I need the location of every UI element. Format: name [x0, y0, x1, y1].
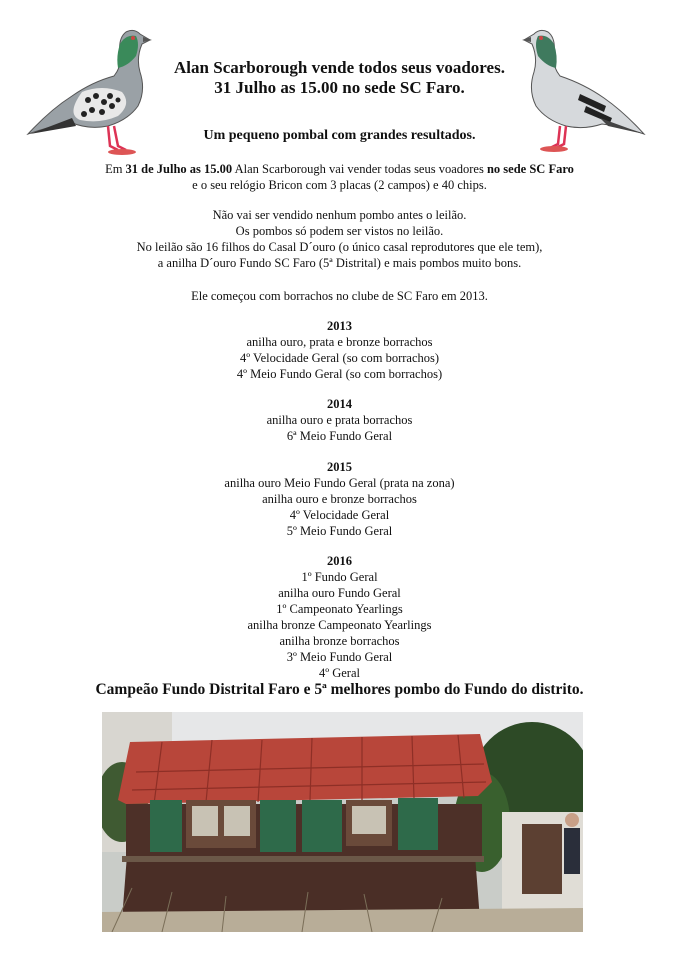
- year-heading: 2014: [327, 397, 352, 411]
- result-item: 5º Meio Fundo Geral: [286, 524, 393, 538]
- closing-statement: Campeão Fundo Distrital Faro e 5ª melhores pombo do Fundo do distrito.: [95, 681, 584, 698]
- results-2015: [0, 459, 679, 539]
- intro-middle: Alan Scarborough vai vender todas seus voadores: [232, 162, 487, 176]
- year-heading: 2016: [327, 554, 352, 568]
- result-item: 4º Velocidade Geral (so com borrachos): [239, 351, 440, 365]
- result-item: 1º Campeonato Yearlings: [276, 602, 403, 616]
- page-title: [0, 58, 679, 98]
- result-item: anilha bronze borrachos: [279, 634, 400, 648]
- note-line: Os pombos só podem ser vistos no leilão.: [235, 224, 444, 238]
- title-line-1: Alan Scarborough vende todos seus voadores.: [174, 58, 505, 77]
- result-item: 3º Meio Fundo Geral: [286, 650, 393, 664]
- result-item: anilha ouro e bronze borrachos: [262, 492, 417, 506]
- year-heading: 2015: [327, 460, 352, 474]
- results-2016: [0, 553, 679, 681]
- pigeon-loft-photo: [102, 712, 583, 932]
- intro-line-2: e o seu relógio Bricon com 3 placas (2 campos) e 40 chips.: [192, 178, 487, 192]
- intro-prefix: Em: [105, 162, 126, 176]
- results-2013: [0, 318, 679, 382]
- title-line-2: 31 Julho as 15.00 no sede SC Faro.: [214, 78, 465, 97]
- result-item: anilha ouro Meio Fundo Geral (prata na zona): [224, 476, 455, 490]
- note-line: No leilão são 16 filhos do Casal D´ouro (o único casal reprodutores que ele tem),: [136, 240, 543, 254]
- year-heading: 2013: [327, 319, 352, 333]
- note-line: Não vai ser vendido nenhum pombo antes o leilão.: [212, 208, 467, 222]
- result-item: anilha bronze Campeonato Yearlings: [247, 618, 432, 632]
- intro-paragraph: [0, 161, 679, 193]
- result-item: 4º Meio Fundo Geral (so com borrachos): [236, 367, 443, 381]
- result-item: 1º Fundo Geral: [301, 570, 378, 584]
- subtitle: Um pequeno pombal com grandes resultados.: [203, 128, 476, 143]
- result-item: 6ª Meio Fundo Geral: [286, 429, 393, 443]
- intro-line-1: [0, 161, 679, 177]
- result-item: 4º Geral: [318, 666, 360, 680]
- result-item: anilha ouro e prata borrachos: [266, 413, 413, 427]
- result-item: anilha ouro Fundo Geral: [278, 586, 401, 600]
- note-line: a anilha D´ouro Fundo SC Faro (5ª Distrital) e mais pombos muito bons.: [157, 256, 522, 270]
- started-line: Ele começou com borrachos no clube de SC Faro em 2013.: [191, 289, 488, 303]
- result-item: anilha ouro, prata e bronze borrachos: [246, 335, 433, 349]
- notes-paragraph: [0, 207, 679, 271]
- results-2014: [0, 396, 679, 444]
- result-item: 4º Velocidade Geral: [289, 508, 390, 522]
- intro-place: no sede SC Faro: [486, 162, 574, 176]
- intro-date: 31 de Julho as 15.00: [125, 162, 233, 176]
